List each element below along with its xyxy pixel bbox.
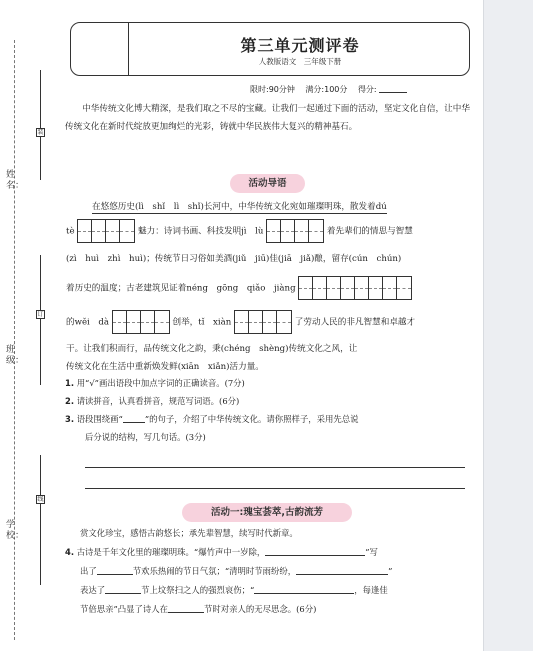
school-label: 学校： (6, 520, 25, 541)
passage-line-5 (66, 310, 415, 334)
question-3 (65, 412, 359, 427)
passage-line-4-text: 着历史的温度；古老建筑见证着néng gōng qiǎo jiàng (66, 283, 296, 294)
question-2-number: 2. (65, 396, 75, 406)
question-3-cont (85, 430, 206, 445)
intro-paragraph: 中华传统文化博大精深，是我们取之不尽的宝藏。让我们一起通过下面的活动，坚定文化自信，让中华传统文化在新时代绽放更加绚烂的光彩，铸就中华民族伟大复兴的精神基石。 (65, 104, 470, 132)
passage-line-4 (66, 276, 412, 300)
passage-line-1 (92, 201, 387, 214)
question-4-number: 4. (65, 547, 75, 557)
passage-line-2-text: 魅力：诗词书画、科技发明jì lù (138, 226, 264, 237)
answer-blank-poem-3[interactable] (254, 585, 354, 594)
time-limit: 限时:90分钟 (250, 85, 295, 94)
page-title: 第三单元测评卷 (240, 36, 360, 55)
question-3-wavy-mark (123, 414, 145, 423)
answer-blank-poem-1[interactable] (265, 547, 365, 556)
passage-line-7 (66, 361, 264, 373)
question-1-number: 1. (65, 378, 75, 388)
full-score: 满分:100分 (305, 85, 348, 94)
score-blank[interactable] (379, 85, 407, 93)
passage-line-3-text: (zì huì zhì huì)；传统节日习俗如美酒(jiǔ jiū)佳(jiā jiǎ)酿，留存(cún chún) (66, 254, 402, 264)
question-4-text-i: 节倍思亲”凸显了诗人在 (80, 604, 169, 614)
binding-mark-3: 线 (37, 496, 44, 503)
question-4-text-e: ” (388, 566, 393, 576)
passage-line-6 (66, 343, 357, 355)
section1-banner: 活动导语 (230, 174, 305, 193)
pinyin-weida: 的wěi dà (66, 317, 110, 328)
passage-line-7-text: 传统文化在生活中重新焕发鲜(xiān xiǎn)活力量。 (66, 362, 264, 372)
header-divider (128, 22, 129, 76)
section2-intro (80, 526, 298, 541)
question-2 (65, 394, 239, 409)
question-3-text-c: 后分说的结构，写几句话。(3分) (85, 432, 206, 442)
question-4-text-b: ”写 (365, 547, 378, 557)
margin-line-1 (40, 70, 41, 180)
binding-mark-1: 装 (37, 129, 44, 136)
question-4-text-d: 节欢乐热闹的节日气氛；“清明时节雨纷纷， (132, 566, 297, 576)
answer-blank-festival-1[interactable] (97, 566, 133, 575)
answer-blank-festival-3[interactable] (168, 604, 204, 613)
section2-intro-text: 赏文化珍宝，感悟古韵悠长；承先辈智慧，续写时代新章。 (80, 528, 298, 538)
question-4-line-3 (80, 583, 388, 598)
question-4-text-g: 节上坟祭扫之人的强烈哀伤；“ (141, 585, 255, 595)
section2-banner: 活动一:瑰宝荟萃,古韵流芳 (182, 503, 352, 522)
question-1 (65, 376, 245, 391)
exam-meta (250, 84, 407, 95)
answer-blank-poem-2[interactable] (296, 566, 388, 575)
question-4-text-h: ，每逢佳 (354, 585, 388, 595)
page-subtitle: 人教版语文 三年级下册 (258, 57, 342, 66)
writing-grid-jilu[interactable] (266, 219, 324, 243)
answer-line-1[interactable] (85, 467, 465, 468)
binding-dash-line (14, 40, 15, 640)
question-4-text-c: 出了 (80, 566, 97, 576)
answer-line-2[interactable] (85, 488, 465, 489)
question-3-number: 3. (65, 414, 75, 424)
pinyin-tixian: 创举，tǐ xiàn (172, 317, 232, 328)
question-2-text: 请读拼音，认真看拼音，规范写词语。(6分) (76, 396, 240, 406)
passage-line-3 (66, 253, 401, 265)
question-4-text-f: 表达了 (80, 585, 106, 595)
class-label: 班级： (6, 345, 25, 366)
writing-grid-dute[interactable] (77, 219, 135, 243)
binding-mark-2: 订 (37, 311, 44, 318)
answer-blank-festival-2[interactable] (105, 585, 141, 594)
passage-line-6-text: 干。让我们积而行，品传统文化之韵，秉(chéng shèng)传统文化之风，让 (66, 344, 358, 354)
question-3-text-a: 语段围绕画“ (76, 414, 123, 424)
question-3-text-b: ”的句子，介绍了中华传统文化。请你照样子，采用先总说 (144, 414, 359, 424)
margin-line-3 (40, 455, 41, 585)
score-label: 得分: (357, 85, 377, 94)
question-4-text-j: 节时对亲人的无尽思念。(6分) (204, 604, 317, 614)
writing-grid-tixian[interactable] (234, 310, 292, 334)
margin-line-2 (40, 255, 41, 385)
passage-line-2 (66, 219, 413, 243)
writing-grid-weida[interactable] (112, 310, 170, 334)
passage-line-2-tail: 着先辈们的情思与智慧 (326, 226, 413, 237)
passage-line-5-tail: 了劳动人民的非凡智慧和卓越才 (294, 317, 416, 328)
passage-line-1-text: 在悠悠历史(lì shǐ lì shǐ)长河中，中华传统文化宛如璀璨明珠，散发着dú (92, 202, 387, 212)
question-4-line-4 (80, 602, 316, 617)
pinyin-te: tè (66, 226, 75, 237)
question-4-line-2 (80, 564, 392, 579)
name-label: 姓名： (6, 170, 25, 191)
question-4-text-a: 古诗是千年文化里的璀璨明珠。“爆竹声中一岁除， (76, 547, 266, 557)
writing-grid-nenggong[interactable] (298, 276, 412, 300)
question-1-text: 用“√”画出语段中加点字词的正确读音。(7分) (76, 378, 245, 388)
right-gray-strip (483, 0, 533, 651)
question-4-line-1 (65, 545, 378, 560)
